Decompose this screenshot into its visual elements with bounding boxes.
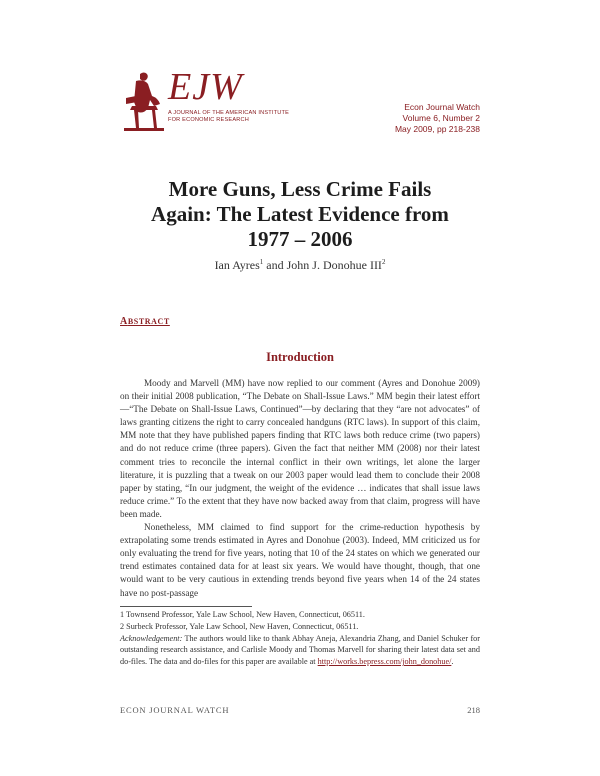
abstract-link[interactable] (120, 316, 170, 327)
seated-scholar-icon (118, 68, 168, 134)
body-text (120, 377, 480, 600)
footer-page-number: 218 (467, 705, 480, 715)
journal-date-pages: May 2009, pp 218-238 (394, 124, 480, 134)
title-line-3: 1977 – 2006 (247, 227, 353, 251)
journal-volume: Volume 6, Number 2 (402, 113, 480, 123)
paragraph-2: Nonetheless, MM claimed to find support for the crime-reduction hypothesis by extrapolating some trends estimated in Ayres and Donohue (2003). Indeed, MM criticized us for only evaluating the trend for five years, noting that 10 of the 24 states on which we generated our trend estimates contained data for at least six years. We would have thought, though, that one would want to be very cautious in extending trends beyond five years when 14 of the 24 states have no post-passage (120, 522, 480, 598)
paragraph-1: Moody and Marvell (MM) have now replied to our comment (Ayres and Donohue 2009) on their initial 2008 publication, “The Debate on Shall-Issue Laws.” MM begin their latest effort—“The Debate on Shall-Issue Laws, Continued”—by declaring that they “are not advocates” of laws granting citizens the right to carry concealed handguns (RTC laws). In support of this claim, MM note that they have published papers finding that RTC laws both reduce crime (two papers) and do not reduce crime (three papers). Given the fact that neither MM (2008) nor their latest comment tries to reconcile the internal conflict in their own writings, let alone the larger literature, it is puzzling that a tweak on our 2003 paper would lead them to conclude their 2008 paper by stating, “In our judgment, the weight of the evidence … indicates that shall issue laws reduce crime.” To the extent that they have now backed away from that claim, progress will have been made. (120, 378, 480, 519)
section-heading-introduction: Introduction (266, 350, 334, 364)
acknowledgement-label: Acknowledgement: (120, 633, 183, 643)
acknowledgement (120, 633, 480, 668)
author-connector: and (263, 258, 287, 272)
logo-mark: EJW (168, 66, 243, 108)
logo-subtitle-line2: FOR ECONOMIC RESEARCH (168, 117, 249, 123)
acknowledgement-text: The authors would like to thank Abhay Aneja, Alexandria Zhang, and Daniel Schuker for outstanding research assistance, and Carlisle Moody and Thomas Marvell for sharing their latest data set and do-files. The data and do-files for this paper are available at (120, 633, 480, 667)
footer-journal-name: ECON JOURNAL WATCH (120, 705, 230, 715)
author-2-footnote-mark: 2 (381, 258, 386, 266)
journal-info (395, 102, 480, 135)
footnote-1: 1 Townsend Professor, Yale Law School, New Haven, Connecticut, 06511. (120, 610, 365, 619)
acknowledgement-end: . (451, 657, 454, 667)
footnotes (120, 609, 480, 668)
logo-subtitle-line1: A JOURNAL OF THE AMERICAN INSTITUTE (168, 110, 290, 116)
logo-subtitle (168, 110, 308, 124)
author-2: John J. Donohue III (286, 258, 382, 272)
ejw-logo (118, 68, 308, 138)
title-line-2: Again: The Latest Evidence from (151, 202, 449, 226)
footnote-divider (120, 606, 252, 607)
paper-title (0, 177, 600, 252)
abstract-link-rest: BSTRACT (127, 317, 170, 326)
author-1: Ian Ayres (214, 258, 260, 272)
title-line-1: More Guns, Less Crime Fails (168, 177, 432, 201)
data-files-link[interactable]: http://works.bepress.com/john_donohue/ (317, 657, 452, 667)
footnote-2: 2 Surbeck Professor, Yale Law School, New Haven, Connecticut, 06511. (120, 621, 359, 631)
author-1-footnote-mark: 1 (259, 258, 264, 266)
journal-name: Econ Journal Watch (404, 102, 480, 112)
abstract-link-initial: A (120, 316, 128, 327)
author-list (0, 258, 600, 273)
